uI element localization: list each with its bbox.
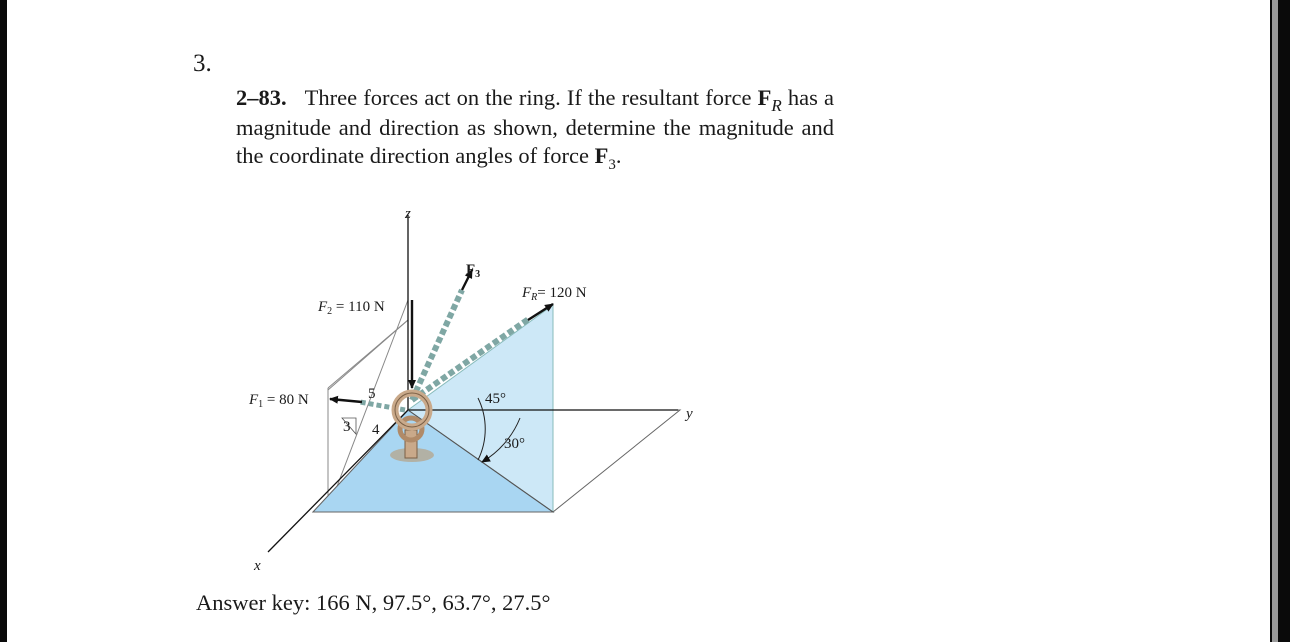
fr-subscript: R	[771, 96, 782, 115]
axis-x-label: x	[254, 558, 261, 574]
label-f2-value: = 110 N	[332, 299, 385, 315]
label-f3-symbol: F	[466, 262, 476, 278]
label-fr-symbol: F	[522, 285, 532, 301]
label-f1-value: = 80 N	[263, 392, 309, 408]
problem-number: 2–83.	[236, 85, 287, 110]
label-fr	[521, 285, 587, 303]
slope-4: 4	[372, 422, 380, 438]
label-f2-symbol: F	[318, 299, 328, 315]
axis-z-label: z	[405, 206, 411, 222]
label-f1	[248, 392, 309, 410]
label-f1-symbol: F	[249, 392, 259, 408]
label-fr-value: = 120 N	[537, 285, 587, 301]
label-fr-subscript: R	[531, 292, 538, 303]
angle-30-label: 30°	[504, 436, 525, 452]
slope-5: 5	[368, 386, 376, 402]
bolt-shank	[405, 430, 417, 458]
label-f1-subscript: 1	[258, 399, 264, 410]
axis-y-label: y	[686, 406, 693, 422]
problem-text-end: .	[615, 143, 622, 168]
f3-subscript: 3	[608, 157, 616, 173]
f1-arrow	[330, 399, 362, 402]
label-f3	[466, 262, 480, 280]
problem-text-2: has a magnitude and direction as shown, determine the magnitude and the coordinate direction angles of force	[236, 85, 835, 168]
label-f2-subscript: 2	[327, 306, 333, 317]
question-number: 3.	[193, 50, 212, 77]
label-f3-subscript: 3	[475, 269, 481, 280]
fr-symbol: F	[757, 85, 772, 110]
answer-key: Answer key: 166 N, 97.5°, 63.7°, 27.5°	[196, 590, 551, 615]
problem-text-1: Three forces act on the ring. If the resultant force	[304, 85, 758, 110]
f3-symbol: F	[594, 143, 609, 168]
label-f2	[317, 299, 385, 317]
xz-plane-top-edge	[328, 320, 408, 388]
angle-45-label: 45°	[485, 391, 506, 407]
slope-3: 3	[343, 419, 351, 435]
